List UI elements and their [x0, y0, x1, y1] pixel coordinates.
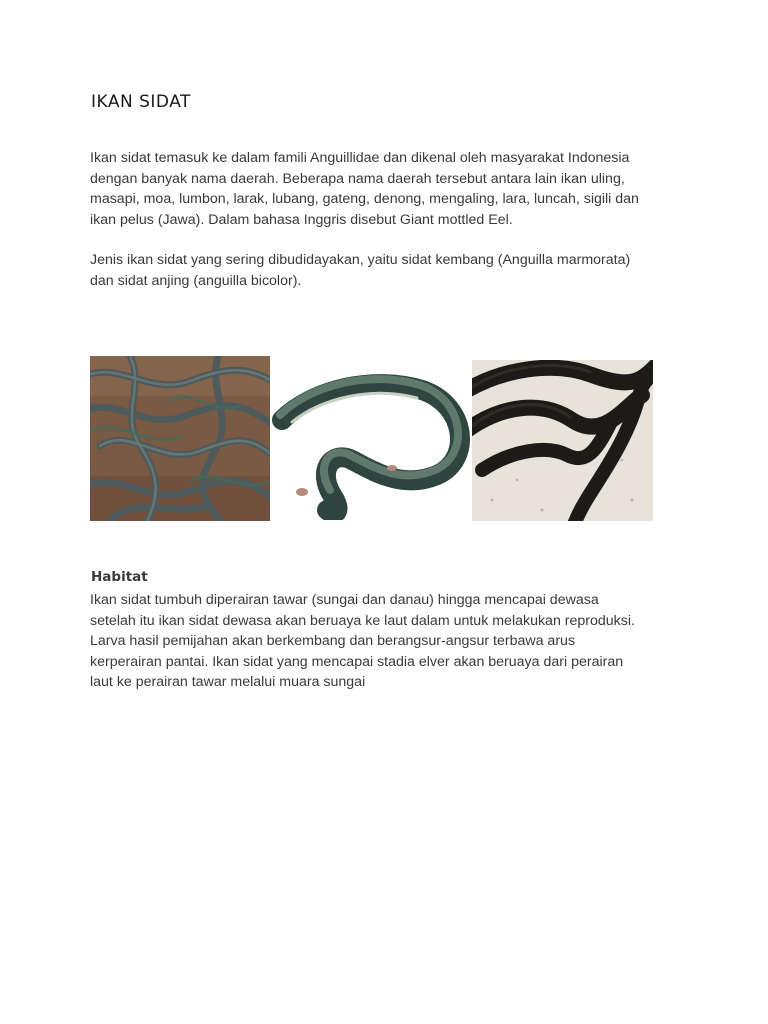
text-line: Larva hasil pemijahan akan berkembang dan berangsur-angsur terbawa arus [90, 633, 576, 649]
photo-coiled-eel [272, 360, 470, 520]
page-title: IKAN SIDAT [91, 92, 191, 112]
text-line: dengan banyak nama daerah. Beberapa nama daerah tersebut antara lain ikan uling, [90, 170, 625, 187]
text-line: Ikan sidat tumbuh diperairan tawar (sungai dan danau) hingga mencapai dewasa [90, 592, 599, 608]
text-line: masapi, moa, lumbon, larak, lubang, gateng, denong, mengaling, lara, luncah, sigili dan [90, 191, 639, 207]
habitat-paragraph [90, 590, 690, 693]
intro-paragraph [90, 148, 690, 230]
species-paragraph [90, 250, 690, 291]
text-line: kerperairan pantai. Ikan sidat yang mencapai stadia elver akan beruaya dari perairan [90, 653, 624, 670]
text-line: laut ke perairan tawar melalui muara sungai [90, 674, 366, 690]
photo-young-eels [90, 356, 270, 521]
photo-dark-eels [472, 360, 653, 521]
text-line: Jenis ikan sidat yang sering dibudidayakan, yaitu sidat kembang (Anguilla marmorata) [90, 252, 631, 268]
habitat-heading: Habitat [91, 569, 148, 585]
text-line: ikan pelus (Jawa). Dalam bahasa Inggris disebut Giant mottled Eel. [90, 211, 513, 228]
text-line: setelah itu ikan sidat dewasa akan beruaya ke laut dalam untuk melakukan reproduksi. [90, 612, 635, 629]
text-line: Ikan sidat temasuk ke dalam famili Anguillidae dan dikenal oleh masyarakat Indonesia [90, 150, 630, 166]
text-line: dan sidat anjing (anguilla bicolor). [90, 272, 302, 289]
